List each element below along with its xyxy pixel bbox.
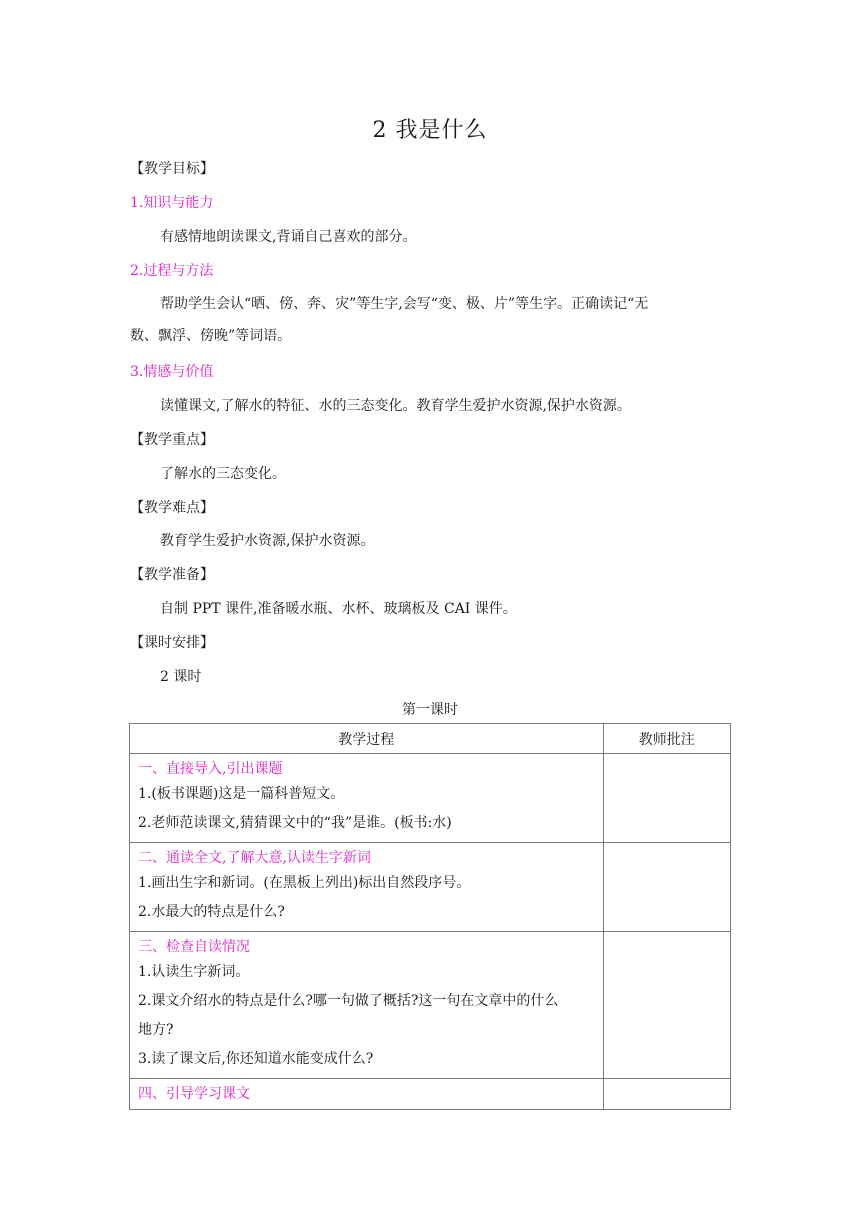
teacher-note-cell <box>603 1079 731 1110</box>
objective-3-text: 读懂课文,了解水的特征、水的三态变化。教育学生爱护水资源,保护水资源。 <box>160 398 631 414</box>
section-title: 四、引导学习课文 <box>138 1086 250 1102</box>
difficulties-text: 教育学生爱护水资源,保护水资源。 <box>160 533 375 549</box>
section-line: 1.画出生字和新词。(在黑板上列出)标出自然段序号。 <box>138 875 471 891</box>
objective-3-heading: 3.情感与价值 <box>130 364 214 380</box>
schedule-text: 2 课时 <box>160 669 202 685</box>
section-line: 2.课文介绍水的特点是什么?哪一句做了概括?这一句在文章中的什么 <box>138 993 559 1009</box>
table-row <box>130 843 731 932</box>
section-line: 3.读了课文后,你还知道水能变成什么? <box>138 1051 374 1067</box>
section-title: 一、直接导入,引出课题 <box>138 761 283 777</box>
key-points-heading: 【教学重点】 <box>130 432 214 448</box>
table-row <box>130 754 731 843</box>
document-title: 2 我是什么 <box>372 118 488 143</box>
preparation-text: 自制 PPT 课件,准备暖水瓶、水杯、玻璃板及 CAI 课件。 <box>160 601 517 617</box>
objective-2-text-line2: 数、飘浮、傍晚”等词语。 <box>130 328 292 344</box>
table-row <box>130 1079 731 1110</box>
table-header-row <box>130 724 731 754</box>
teacher-note-cell <box>603 932 731 1079</box>
section-line: 地方? <box>138 1022 174 1038</box>
objectives-heading: 【教学目标】 <box>130 161 214 177</box>
section-line: 1.认读生字新词。 <box>138 964 250 980</box>
teacher-note-cell <box>603 843 731 932</box>
key-points-text: 了解水的三态变化。 <box>160 466 286 482</box>
section-title: 三、检查自读情况 <box>138 939 250 955</box>
objective-1-text: 有感情地朗读课文,背诵自己喜欢的部分。 <box>160 229 417 245</box>
teacher-note-cell <box>603 754 731 843</box>
preparation-heading: 【教学准备】 <box>130 567 214 583</box>
section-title: 二、通读全文,了解大意,认读生字新词 <box>138 850 371 866</box>
header-process: 教学过程 <box>130 724 604 754</box>
schedule-heading: 【课时安排】 <box>130 635 214 651</box>
difficulties-heading: 【教学难点】 <box>130 500 214 516</box>
teaching-process-table <box>129 723 731 1110</box>
objective-1-heading: 1.知识与能力 <box>130 195 214 211</box>
table-row <box>130 932 731 1079</box>
objective-2-heading: 2.过程与方法 <box>130 263 214 279</box>
objective-2-text-line1: 帮助学生会认“晒、傍、奔、灾”等生字,会写“变、极、片”等生字。正确读记“无 <box>160 296 649 312</box>
section-line: 2.老师范读课文,猜猜课文中的“我”是谁。(板书:水) <box>138 815 452 831</box>
section-line: 1.(板书课题)这是一篇科普短文。 <box>138 786 345 802</box>
section-line: 2.水最大的特点是什么? <box>138 904 285 920</box>
lesson-title: 第一课时 <box>402 702 458 718</box>
header-notes: 教师批注 <box>603 724 731 754</box>
